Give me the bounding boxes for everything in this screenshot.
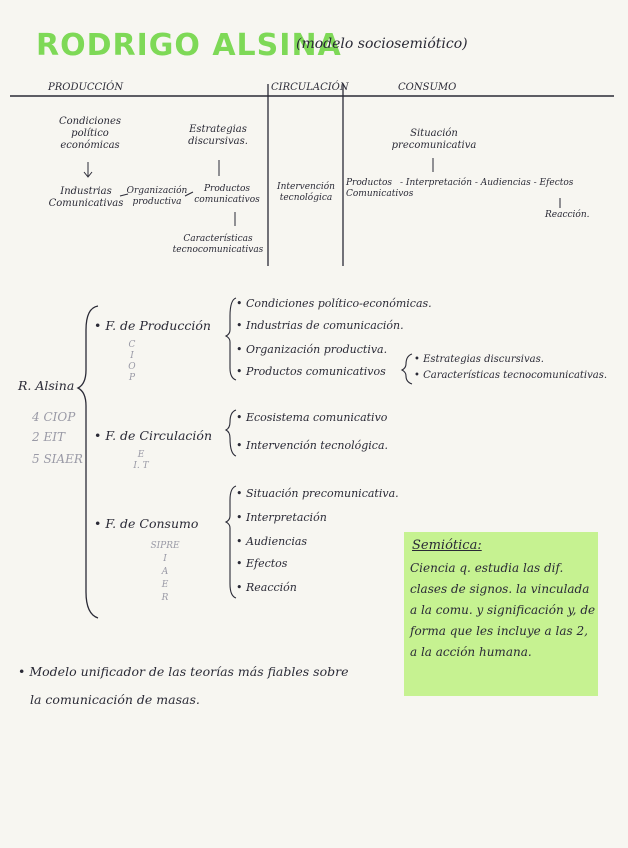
node-reaccion: Reacción. bbox=[545, 210, 590, 220]
produccion-subitem-caracteristicas: • Características tecnocomunicativas. bbox=[414, 370, 608, 381]
consumo-item-reaccion: • Reacción bbox=[236, 581, 297, 594]
consumo-item-audiencias: • Audiencias bbox=[236, 535, 308, 548]
produccion-item-condiciones: • Condiciones político-económicas. bbox=[236, 297, 432, 310]
sticky-note-title: Semiótica: bbox=[412, 538, 482, 553]
author-label: R. Alsina bbox=[18, 378, 75, 393]
consumo-letters: SIPRE I A E R bbox=[150, 541, 180, 603]
circulacion-item-ecosistema: • Ecosistema comunicativo bbox=[236, 411, 388, 424]
column-consumo: CONSUMO bbox=[398, 82, 457, 93]
consumo-item-situacion: • Situación precomunicativa. bbox=[236, 487, 399, 500]
consumo-item-efectos: • Efectos bbox=[236, 557, 288, 570]
produccion-item-industrias: • Industrias de comunicación. bbox=[236, 319, 404, 332]
column-circulacion: CIRCULACIÓN bbox=[271, 82, 349, 93]
produccion-subitem-estrategias: • Estrategias discursivas. bbox=[414, 354, 544, 365]
consumo-item-interpretacion: • Interpretación bbox=[236, 511, 327, 524]
node-estrategias: Estrategias discursivas. bbox=[188, 124, 248, 147]
produccion-item-organizacion: • Organización productiva. bbox=[236, 343, 388, 356]
node-intervencion: Intervención tecnológica bbox=[277, 182, 335, 203]
sticky-note-body: Ciencia q. estudia las dif. clases de signos. la vinculada a la comu. y significación y, de forma que les incluye a las 2, a la acción humana. bbox=[410, 561, 596, 659]
footer-note-line1: • Modelo unificador de las teorías más fiables sobre bbox=[18, 664, 349, 679]
section-circulacion-label: • F. de Circulación bbox=[94, 428, 213, 443]
node-industrias: Industrias Comunicativas bbox=[48, 186, 124, 209]
page-subtitle: (modelo sociosemiótico) bbox=[296, 36, 468, 52]
produccion-letters: C I O P bbox=[128, 340, 136, 383]
section-consumo-label: • F. de Consumo bbox=[94, 516, 199, 531]
column-produccion: PRODUCCIÓN bbox=[48, 82, 124, 93]
section-produccion-label: • F. de Producción bbox=[94, 318, 211, 333]
produccion-item-productos: • Productos comunicativos bbox=[236, 365, 386, 378]
footer-note-line2: la comunicación de masas. bbox=[30, 692, 200, 707]
node-situacion: Situación precomunicativa bbox=[391, 128, 477, 151]
circulacion-letters: E I. T bbox=[133, 450, 149, 471]
node-caracteristicas: Características tecnocomunicativas bbox=[172, 234, 264, 255]
page-title: RODRIGO ALSINA bbox=[36, 28, 342, 63]
node-consumo-chain: - Interpretación - Audiencias - Efectos bbox=[400, 178, 574, 188]
node-condiciones: Condiciones político económicas bbox=[58, 116, 122, 151]
margin-note-ciop: 4 CIOP bbox=[32, 410, 76, 424]
margin-note-siaer: 5 SIAER bbox=[32, 452, 83, 466]
circulacion-item-intervencion: • Intervención tecnológica. bbox=[236, 439, 389, 452]
node-productos-consumo: Productos Comunicativos bbox=[346, 178, 414, 199]
sticky-note bbox=[404, 532, 598, 696]
node-productos: Productos comunicativos bbox=[194, 184, 260, 205]
margin-note-eit: 2 EIT bbox=[32, 430, 65, 444]
node-organizacion: Organización productiva bbox=[126, 186, 188, 207]
